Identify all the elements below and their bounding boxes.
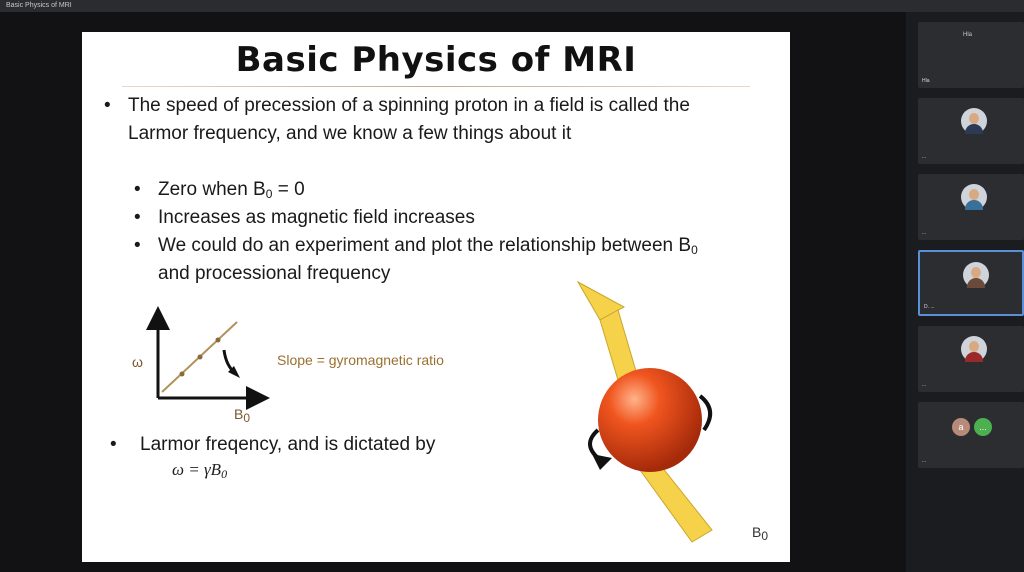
larmor-formula: $\omega = \gamma B_0$ xyxy=(172,460,228,481)
participant-tile[interactable] xyxy=(918,98,1024,164)
participant-tile[interactable] xyxy=(918,402,1024,468)
participant-mini-avatar: a xyxy=(952,418,970,436)
title-divider xyxy=(122,86,750,87)
bullet-dot: • xyxy=(134,179,141,200)
presentation-slide xyxy=(82,32,790,562)
bullet-dot: • xyxy=(104,95,111,116)
avatar xyxy=(961,108,987,134)
larmor-bullet-text: Larmor freqency, and is dictated by xyxy=(140,434,436,455)
slide-title: Basic Physics of MRI xyxy=(235,40,637,80)
participant-tile[interactable] xyxy=(918,174,1024,240)
sub-bullet-text: Increases as magnetic field increases xyxy=(158,207,475,228)
spinning-proton-illustration xyxy=(572,272,732,562)
sub-bullet-text: We could do an experiment and plot the relationship between $B_0$ and processional frequency xyxy=(158,235,698,284)
participant-mini-avatar: ... xyxy=(974,418,992,436)
bullet-dot: • xyxy=(134,207,141,228)
participant-tile-active-speaker[interactable] xyxy=(918,250,1024,316)
sub-bullet-text: Zero when $B_0 = 0$ xyxy=(158,179,305,201)
participant-tile[interactable] xyxy=(918,22,1024,88)
participants-panel xyxy=(906,12,1024,572)
spin-arrow-left xyxy=(590,430,598,458)
spin-arrow-head xyxy=(592,454,612,470)
window-titlebar xyxy=(0,0,1024,12)
participant-name: ... xyxy=(922,382,927,388)
x-axis-label: $B_0$ xyxy=(234,406,251,425)
data-point xyxy=(180,372,185,377)
data-point xyxy=(198,355,203,360)
bullet-dot: • xyxy=(134,235,141,256)
participant-name: Hla xyxy=(922,78,930,84)
participant-name: ... xyxy=(922,458,927,464)
participant-name: ... xyxy=(922,230,927,236)
slope-label: Slope = gyromagnetic ratio xyxy=(277,352,444,368)
bullet-dot: • xyxy=(110,434,117,455)
participant-tile[interactable] xyxy=(918,326,1024,392)
avatar xyxy=(961,184,987,210)
participant-name: D. ... xyxy=(924,304,935,310)
field-label: $B_0$ xyxy=(752,524,769,543)
data-point xyxy=(216,338,221,343)
y-axis-label: ω xyxy=(132,354,143,370)
proton-sphere xyxy=(598,368,702,472)
avatar xyxy=(961,336,987,362)
avatar xyxy=(963,262,989,288)
participant-name: ... xyxy=(922,154,927,160)
participant-initials: Hla xyxy=(963,32,973,38)
main-bullet-text: The speed of precession of a spinning proton in a field is called the Larmor frequency, and we know a few things about it xyxy=(128,95,690,144)
shared-screen-area xyxy=(0,12,906,572)
window-title: Basic Physics of MRI xyxy=(6,2,72,9)
larmor-graph xyxy=(122,302,502,432)
